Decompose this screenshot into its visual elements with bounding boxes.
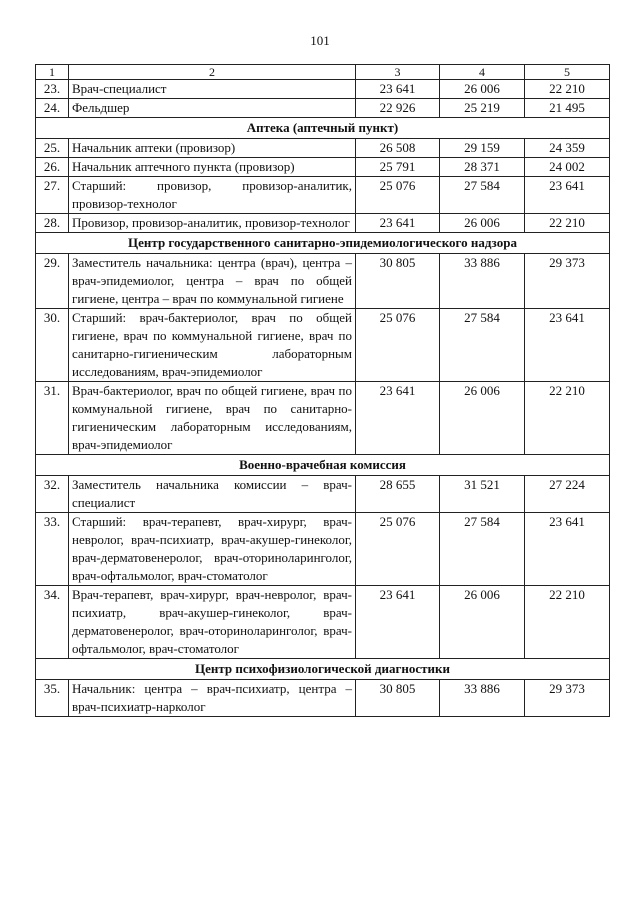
- value-col-4: 29 159: [440, 139, 525, 158]
- table-row: [36, 513, 610, 586]
- table-row: [36, 586, 610, 659]
- table-row: [36, 254, 610, 309]
- value-col-5: 24 359: [525, 139, 610, 158]
- position-name: Заместитель начальника: центра (врач), центра – врач-эпидемиолог, центра – врач по общей гигиене, центра – врач по коммунальной гигиене: [69, 254, 356, 309]
- value-col-4: 27 584: [440, 513, 525, 586]
- table-row: [36, 680, 610, 717]
- position-name: Старший: врач-бактериолог, врач по общей гигиене, врач по коммунальной гигиене, врач по санитарно-гигиеническим лабораторным исследованиям, врач-эпидемиолог: [69, 309, 356, 382]
- value-col-3: 30 805: [356, 680, 440, 717]
- value-col-3: 30 805: [356, 254, 440, 309]
- value-col-3: 23 641: [356, 382, 440, 455]
- value-col-5: 23 641: [525, 513, 610, 586]
- position-name: Начальник аптеки (провизор): [69, 139, 356, 158]
- row-number: 25.: [36, 139, 69, 158]
- section-title: Аптека (аптечный пункт): [36, 118, 610, 139]
- header-col-4: 4: [440, 65, 525, 80]
- value-col-3: 25 076: [356, 177, 440, 214]
- section-header-row: [36, 233, 610, 254]
- value-col-3: 22 926: [356, 99, 440, 118]
- position-name: Врач-специалист: [69, 80, 356, 99]
- value-col-4: 26 006: [440, 214, 525, 233]
- table-row: [36, 99, 610, 118]
- value-col-4: 26 006: [440, 80, 525, 99]
- value-col-3: 23 641: [356, 214, 440, 233]
- row-number: 34.: [36, 586, 69, 659]
- table-row: [36, 382, 610, 455]
- value-col-4: 28 371: [440, 158, 525, 177]
- value-col-5: 29 373: [525, 680, 610, 717]
- value-col-5: 29 373: [525, 254, 610, 309]
- value-col-5: 22 210: [525, 80, 610, 99]
- row-number: 27.: [36, 177, 69, 214]
- header-col-1: 1: [36, 65, 69, 80]
- section-header-row: [36, 659, 610, 680]
- table-row: [36, 139, 610, 158]
- value-col-5: 23 641: [525, 309, 610, 382]
- row-number: 23.: [36, 80, 69, 99]
- value-col-5: 22 210: [525, 382, 610, 455]
- value-col-5: 21 495: [525, 99, 610, 118]
- table-row: [36, 214, 610, 233]
- row-number: 32.: [36, 476, 69, 513]
- row-number: 30.: [36, 309, 69, 382]
- row-number: 31.: [36, 382, 69, 455]
- value-col-3: 23 641: [356, 586, 440, 659]
- value-col-5: 23 641: [525, 177, 610, 214]
- header-col-3: 3: [356, 65, 440, 80]
- value-col-3: 25 076: [356, 309, 440, 382]
- value-col-4: 25 219: [440, 99, 525, 118]
- section-title: Центр психофизиологической диагностики: [36, 659, 610, 680]
- table-row: [36, 476, 610, 513]
- value-col-4: 27 584: [440, 309, 525, 382]
- row-number: 24.: [36, 99, 69, 118]
- value-col-5: 24 002: [525, 158, 610, 177]
- value-col-3: 28 655: [356, 476, 440, 513]
- section-header-row: [36, 118, 610, 139]
- position-name: Старший: провизор, провизор-аналитик, провизор-технолог: [69, 177, 356, 214]
- section-title: Военно-врачебная комиссия: [36, 455, 610, 476]
- value-col-4: 33 886: [440, 680, 525, 717]
- page-number: 101: [310, 33, 330, 48]
- value-col-4: 26 006: [440, 586, 525, 659]
- table-row: [36, 158, 610, 177]
- row-number: 29.: [36, 254, 69, 309]
- position-name: Начальник: центра – врач-психиатр, центра – врач-психиатр-нарколог: [69, 680, 356, 717]
- section-title: Центр государственного санитарно-эпидемиологического надзора: [36, 233, 610, 254]
- value-col-3: 25 076: [356, 513, 440, 586]
- value-col-3: 26 508: [356, 139, 440, 158]
- position-name: Врач-терапевт, врач-хирург, врач-невролог, врач-психиатр, врач-акушер-гинеколог, врач-дерматовенеролог, врач-оториноларинголог, врач-офтальмолог, врач-стоматолог: [69, 586, 356, 659]
- row-number: 33.: [36, 513, 69, 586]
- value-col-4: 27 584: [440, 177, 525, 214]
- value-col-5: 27 224: [525, 476, 610, 513]
- position-name: Заместитель начальника комиссии – врач-специалист: [69, 476, 356, 513]
- position-name: Провизор, провизор-аналитик, провизор-технолог: [69, 214, 356, 233]
- position-name: Начальник аптечного пункта (провизор): [69, 158, 356, 177]
- row-number: 35.: [36, 680, 69, 717]
- section-header-row: [36, 455, 610, 476]
- row-number: 26.: [36, 158, 69, 177]
- value-col-5: 22 210: [525, 586, 610, 659]
- value-col-4: 26 006: [440, 382, 525, 455]
- position-name: Фельдшер: [69, 99, 356, 118]
- value-col-3: 23 641: [356, 80, 440, 99]
- value-col-4: 33 886: [440, 254, 525, 309]
- salary-table: [35, 64, 610, 717]
- table-body: [36, 65, 610, 717]
- table-row: [36, 309, 610, 382]
- row-number: 28.: [36, 214, 69, 233]
- table-row: [36, 177, 610, 214]
- value-col-5: 22 210: [525, 214, 610, 233]
- position-name: Старший: врач-терапевт, врач-хирург, врач-невролог, врач-психиатр, врач-акушер-гинеколог, врач-дерматовенеролог, врач-оториноларинголог, врач-офтальмолог, врач-стоматолог: [69, 513, 356, 586]
- header-col-5: 5: [525, 65, 610, 80]
- value-col-4: 31 521: [440, 476, 525, 513]
- table-row: [36, 80, 610, 99]
- header-col-2: 2: [69, 65, 356, 80]
- table-header-row: [36, 65, 610, 80]
- position-name: Врач-бактериолог, врач по общей гигиене, врач по коммунальной гигиене, врач по санитарно-гигиеническим лабораторным исследованиям, врач-эпидемиолог: [69, 382, 356, 455]
- value-col-3: 25 791: [356, 158, 440, 177]
